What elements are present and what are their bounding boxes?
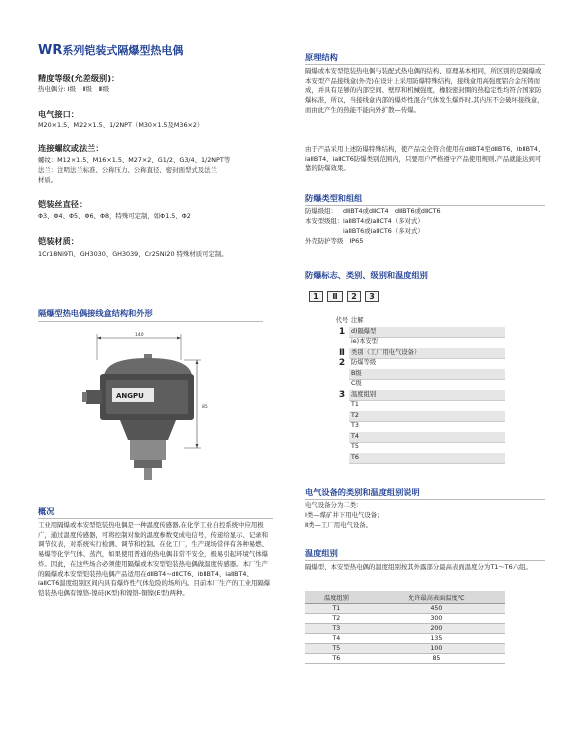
diagram-heading: 隔爆型热电偶接线盒结构和外形 — [38, 308, 153, 318]
marks-header-note: 注解 — [349, 316, 505, 328]
material-line: 1Cr18Ni9Ti、GH3030、GH3039、Cr25Ni20 特殊材质可定制。 — [38, 250, 228, 258]
types-value-1: dⅡBT4或dⅡCT4 dⅡBT6或dⅡCT6 — [343, 207, 441, 215]
temp-col-group: 温度组别 — [305, 591, 368, 604]
table-row: T6 85 — [305, 654, 505, 664]
table-row: C级 — [335, 379, 505, 390]
temp-text: 隔爆型、本安型热电偶的温度组别按其外露部分最高表面温度分为T1～T6六组。 — [305, 563, 532, 571]
types-label-2: 本安型级组： — [305, 217, 344, 225]
accuracy-line: 热电偶分: Ⅰ级 Ⅱ级 Ⅲ级 — [38, 85, 110, 93]
types-heading: 防爆类型和组组 — [305, 193, 363, 203]
table-row: T3 — [335, 421, 505, 432]
electrical-heading: 电气接口： — [38, 109, 79, 119]
temp-col-max: 允许最高表面温度℃ — [368, 591, 505, 604]
material-heading: 铠装材质： — [38, 236, 79, 246]
table-row: T5 100 — [305, 644, 505, 654]
code-box-2: Ⅱ — [327, 291, 343, 302]
temperature-table — [305, 591, 505, 664]
thread-line-2: 法兰：注明法兰标准、公称压力、公称直径、密封面型式及法兰 — [38, 166, 217, 174]
table-row: T5 — [335, 442, 505, 453]
overview-divider — [38, 518, 273, 519]
junction-box-diagram — [80, 330, 215, 480]
table-row: T4 135 — [305, 634, 505, 644]
dim-width-label: 140 — [135, 333, 144, 338]
table-row: 3 温度组别 — [335, 390, 505, 401]
code-box-4: 3 — [365, 291, 379, 302]
temp-divider — [305, 560, 545, 561]
title-prefix: WR — [38, 43, 63, 58]
principle-text-1: 隔爆或本安型铠装热电偶与装配式热电偶的结构、原理基本相同，所区别的是隔爆或本安型产品接线盒(外壳)在设计上采用防爆特殊结构，接线盒用高强度铝合金压铸而成，并具有足够的内部空间、壁厚和机械强度，橡胶密封圈的热稳定性均符合国家防爆标准，所以，当接线盒内部的爆炸性混合气体发生爆炸时,其内压不会破坏接线盒，而由此产生的热能不能向外扩散—传爆。 — [305, 67, 544, 114]
table-row: Ⅱ 类别（工厂用电气设备） — [335, 348, 505, 359]
page-title — [38, 42, 183, 58]
overview-heading: 概况 — [38, 506, 55, 516]
table-row: 1 d)隔爆型 — [335, 327, 505, 338]
types-value-3: iaⅡBT6或iaⅡCT6（多对式） — [343, 227, 424, 235]
table-row: ie)本安型 — [335, 337, 505, 348]
table-row: T3 200 — [305, 624, 505, 634]
marks-header-code: 代号 — [335, 317, 349, 324]
table-row: T2 — [335, 411, 505, 422]
table-row: T2 300 — [305, 614, 505, 624]
thread-line-3: 材质。 — [38, 176, 58, 184]
types-value-2: iaⅡBT4或iaⅡCT4（多对式） — [343, 217, 424, 225]
accuracy-heading: 精度等级(允差级别)： — [38, 73, 120, 83]
diameter-line: Φ3、Φ4、Φ5、Φ6、Φ8，特殊可定制，如Φ1.5、Φ2 — [38, 212, 191, 220]
principle-text-2: 由于产品采用上述防爆特殊结构，使产品完全符合使用在dⅡBT4至dⅡBT6、ibⅡBT4、iaⅡBT4、iaⅡCT6防爆类别范围内，只要用户严格遵守产品使用规则,产品就能达到可靠的防爆效果。 — [305, 145, 545, 173]
table-row: T4 — [335, 432, 505, 443]
principle-heading: 原理结构 — [305, 52, 338, 62]
category-heading: 电气设备的类别和温度组别说明 — [305, 487, 420, 497]
overview-text: 工业用隔爆或本安型铠装热电偶是一种温度传感器,在化学工业自控系统中应用极广，通过温度传感器，可将控制对象的温度参数变成电信号，传递给显示、记录和调节仪表，对系统实行检测、调节和控制。在化工厂，生产现场常伴有各种易燃、易爆等化学气体、蒸汽，如果使用普通的热电偶非常不安全，极易引起环境气体爆炸。因此，在这些场合必须使用隔爆或本安型铠装热电偶做温度传感器。本厂生产的隔爆或本安型铠装热电偶产品适用在dⅡBT4~dⅡCT6、ibⅡBT4、iaⅡBT4、iaⅡCT6温度组别区间内具有爆炸性气体危险的场所内。目前本厂生产的工业用隔爆铠装热电偶有镍铬-镍硅(K型)和镍铬-铜镍(E型)两种。 — [38, 521, 271, 597]
category-line-1: 电气设备分为二类： — [305, 501, 363, 509]
types-divider — [305, 205, 545, 206]
table-row: T1 — [335, 400, 505, 411]
electrical-line: M20×1.5、M22×1.5、1/2NPT（M30×1.5及M36×2） — [38, 121, 204, 129]
principle-divider — [305, 64, 545, 65]
category-divider — [305, 499, 545, 500]
types-value-4: IP65 — [343, 237, 364, 245]
temp-heading: 温度组别 — [305, 548, 338, 558]
thread-line-1: 螺纹：M12×1.5、M16×1.5、M27×2、G1/2、G3/4、1/2NPT等 — [38, 156, 231, 164]
code-box-1: 1 — [309, 291, 323, 302]
table-row: B级 — [335, 369, 505, 380]
table-row: T1 450 — [305, 604, 505, 614]
category-line-2: Ⅰ类—煤矿井下用电气设备； — [305, 511, 384, 519]
types-label-4: 外壳防护等级 — [305, 237, 344, 245]
title-text: 系列铠装式隔爆型热电偶 — [62, 44, 184, 57]
code-box-3: 2 — [347, 291, 361, 302]
types-label-1: 防爆级组： — [305, 207, 337, 215]
table-row: 2 防爆等级 — [335, 358, 505, 369]
diameter-heading: 铠装丝直径： — [38, 199, 88, 209]
marks-heading: 防爆标志、类别、级别和温度组别 — [305, 270, 428, 280]
thread-heading: 连接螺纹或法兰： — [38, 143, 104, 153]
brand-label: ANGPU — [116, 392, 144, 400]
table-row: T6 — [335, 453, 505, 464]
dim-height-label: 85 — [202, 405, 208, 410]
diagram-divider — [38, 321, 263, 322]
marks-table-header — [335, 316, 505, 327]
category-line-3: Ⅱ类—工厂用电气设备。 — [305, 521, 373, 529]
